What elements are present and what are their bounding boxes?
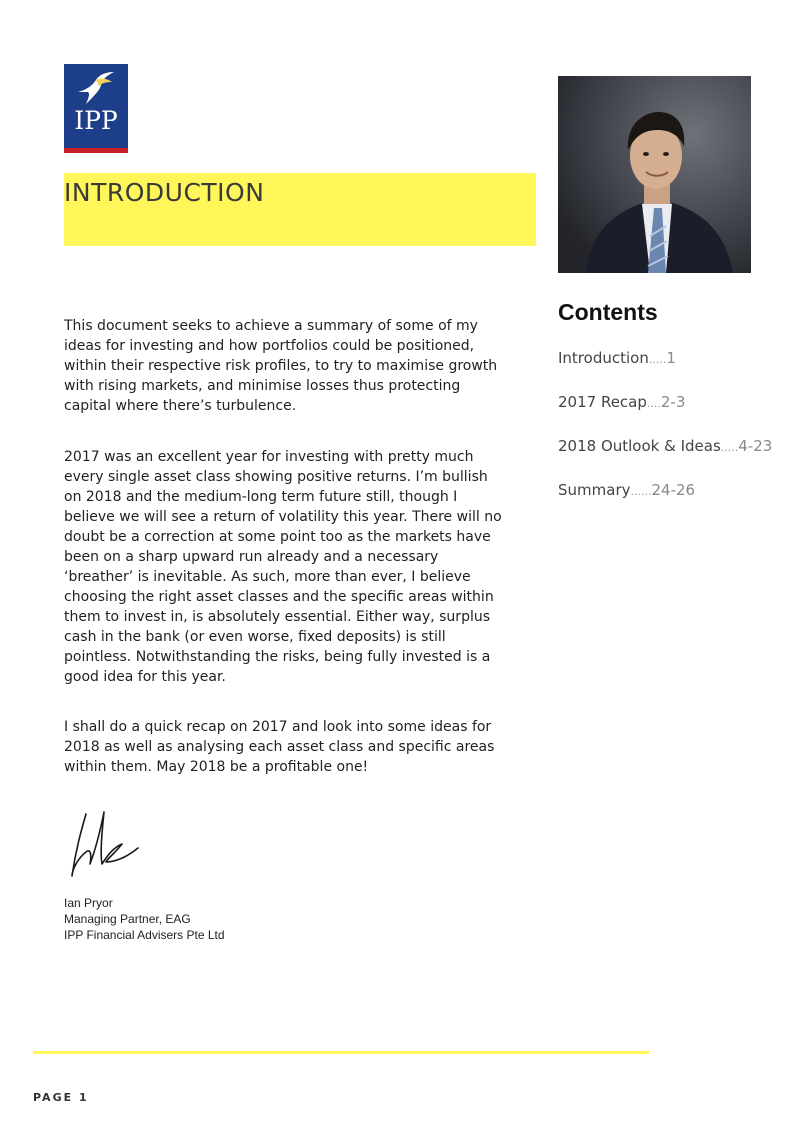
- toc-dots: .....: [720, 441, 739, 454]
- signer-title: Managing Partner, EAG: [64, 912, 191, 926]
- intro-paragraph-3: I shall do a quick recap on 2017 and look into some ideas for 2018 as well as analysing each asset class and specific areas within them. May 2018 be a profitable one!: [64, 719, 495, 775]
- toc-page: 24-26: [651, 481, 696, 499]
- toc-dots: ......: [630, 485, 652, 498]
- toc-dots: .....: [648, 353, 667, 366]
- toc-item-summary[interactable]: [558, 481, 772, 525]
- signer-name: Ian Pryor: [64, 896, 113, 910]
- table-of-contents: [558, 349, 772, 525]
- signature-block: [64, 895, 225, 943]
- toc-page: 2-3: [660, 393, 686, 411]
- handwritten-signature: [64, 808, 144, 888]
- intro-paragraph-1: This document seeks to achieve a summary of some of my ideas for investing and how portfolios could be positioned, within their respective risk profiles, to try to maximise growth with rising markets, and minimise losses thus protecting capital where there’s turbulence.: [64, 318, 498, 414]
- signer-company: IPP Financial Advisers Pte Ltd: [64, 928, 225, 942]
- logo-stripe: [64, 148, 128, 153]
- toc-label: 2017 Recap: [558, 393, 647, 411]
- toc-label: Summary: [558, 481, 631, 499]
- logo-text: IPP: [74, 106, 118, 135]
- intro-paragraph-2: 2017 was an excellent year for investing with pretty much every single asset class showing positive returns. I’m bullish on 2018 and the medium-long term future still, though I believe we will see a return of volatility this year. There will no doubt be a correction at some point too as the markets have been on a sharp upward run already and a necessary ‘breather’ is inevitable. As such, more than ever, I believe choosing the right asset classes and the specific areas within them to invest in, is absolutely essential. Either way, surplus cash in the bank (or even worse, fixed deposits) is still pointless. Notwithstanding the risks, being fully invested is a good idea for this year.: [64, 449, 502, 685]
- ipp-logo: [64, 64, 128, 153]
- toc-item-outlook[interactable]: [558, 437, 772, 481]
- toc-dots: ....: [646, 397, 661, 410]
- toc-label: 2018 Outlook & Ideas: [558, 437, 721, 455]
- toc-page: 1: [666, 349, 676, 367]
- footer-rule: [33, 1051, 649, 1054]
- toc-item-recap[interactable]: [558, 393, 772, 437]
- page-title: INTRODUCTION: [64, 178, 265, 207]
- toc-item-introduction[interactable]: [558, 349, 772, 393]
- toc-label: Introduction: [558, 349, 649, 367]
- toc-page: 4-23: [738, 437, 773, 455]
- portrait-photo: [558, 76, 751, 273]
- contents-heading: Contents: [558, 299, 658, 325]
- swallow-bird-icon: [76, 70, 116, 106]
- page-number: PAGE 1: [33, 1091, 89, 1104]
